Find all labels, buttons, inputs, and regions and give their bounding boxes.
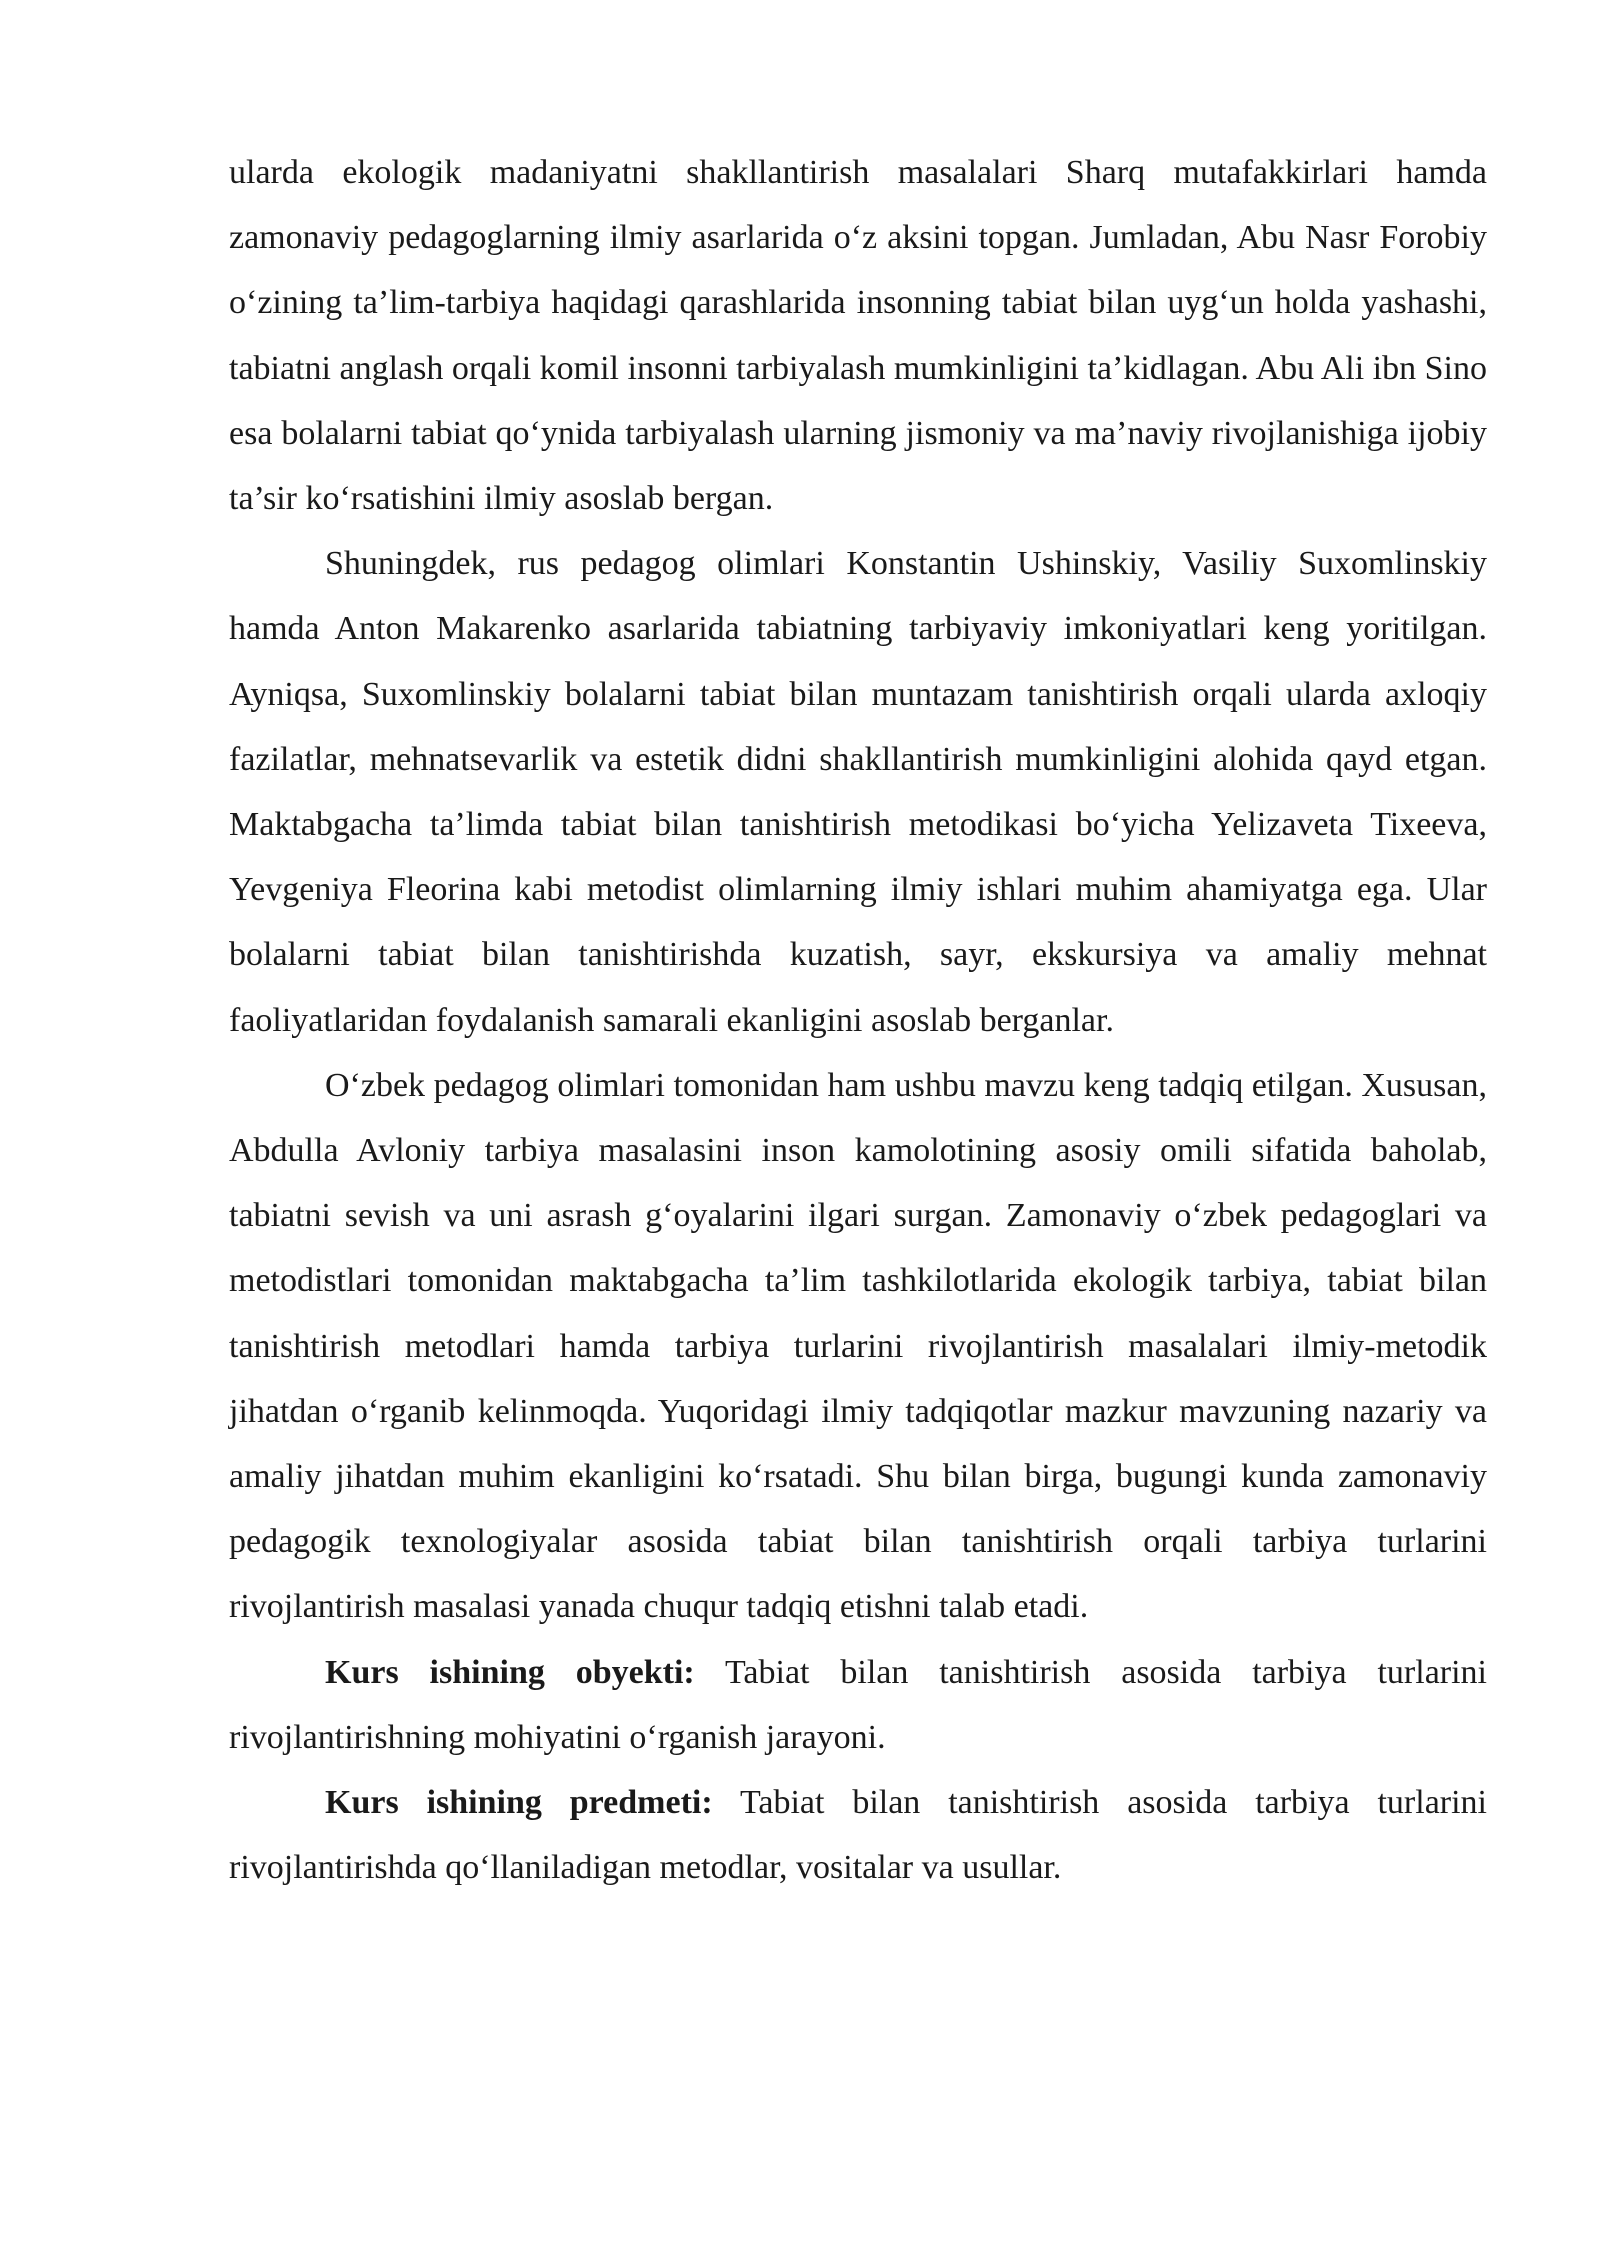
document-page: [229, 140, 1487, 1900]
course-subject-paragraph: [229, 1770, 1487, 1900]
course-subject-text: Tabiat bilan tanishtirish asosida tarbiya turlarini rivojlantirishda qo‘llaniladigan metodlar, vositalar va usullar.: [229, 1784, 1488, 1887]
course-subject-label: Kurs ishining predmeti:: [325, 1784, 713, 1822]
paragraph-intro-continuation: ularda ekologik madaniyatni shakllantirish masalalari Sharq mutafakkirlari hamda zamonaviy pedagoglarning ilmiy asarlarida o‘z aksini topgan. Jumladan, Abu Nasr Forobiy o‘zining ta’lim-tarbiya haqidagi qarashlarida insonning tabiat bilan uyg‘un holda yashashi, tabiatni anglash orqali komil insonni tarbiyalash mumkinligini ta’kidlagan. Abu Ali ibn Sino esa bolalarni tabiat qo‘ynida tarbiyalash ularning jismoniy va ma’naviy rivojlanishiga ijobiy ta’sir ko‘rsatishini ilmiy asoslab bergan.: [229, 154, 1487, 518]
paragraph-russian-pedagogues: Shuningdek, rus pedagog olimlari Konstantin Ushinskiy, Vasiliy Suxomlinskiy hamda Anton Makarenko asarlarida tabiatning tarbiyaviy imkoniyatlari keng yoritilgan. Ayniqsa, Suxomlinskiy bolalarni tabiat bilan muntazam tanishtirish orqali ularda axloqiy fazilatlar, mehnatsevarlik va estetik didni shakllantirish mumkinligini alohida qayd etgan. Maktabgacha ta’limda tabiat bilan tanishtirish metodikasi bo‘yicha Yelizaveta Tixeeva, Yevgeniya Fleorina kabi metodist olimlarning ilmiy ishlari muhim ahamiyatga ega. Ular bolalarni tabiat bilan tanishtirishda kuzatish, sayr, ekskursiya va amaliy mehnat faoliyatlaridan foydalanish samarali ekanligini asoslab berganlar.: [229, 545, 1487, 1039]
course-object-label: Kurs ishining obyekti:: [325, 1653, 695, 1691]
course-object-text: Tabiat bilan tanishtirish asosida tarbiya turlarini rivojlantirishning mohiyatini o‘rganish jarayoni.: [229, 1653, 1487, 1756]
course-object-paragraph: [229, 1640, 1487, 1770]
paragraph-uzbek-pedagogues: O‘zbek pedagog olimlari tomonidan ham ushbu mavzu keng tadqiq etilgan. Xususan, Abdulla Avloniy tarbiya masalasini inson kamolotining asosiy omili sifatida baholab, tabiatni sevish va uni asrash g‘oyalarini ilgari surgan. Zamonaviy o‘zbek pedagoglari va metodistlari tomonidan maktabgacha ta’lim tashkilotlarida ekologik tarbiya, tabiat bilan tanishtirish metodlari hamda tarbiya turlarini rivojlantirish masalalari ilmiy-metodik jihatdan o‘rganib kelinmoqda. Yuqoridagi ilmiy tadqiqotlar mazkur mavzuning nazariy va amaliy jihatdan muhim ekanligini ko‘rsatadi. Shu bilan birga, bugungi kunda zamonaviy pedagogik texnologiyalar asosida tabiat bilan tanishtirish orqali tarbiya turlarini rivojlantirish masalasi yanada chuqur tadqiq etishni talab etadi.: [229, 1066, 1487, 1626]
